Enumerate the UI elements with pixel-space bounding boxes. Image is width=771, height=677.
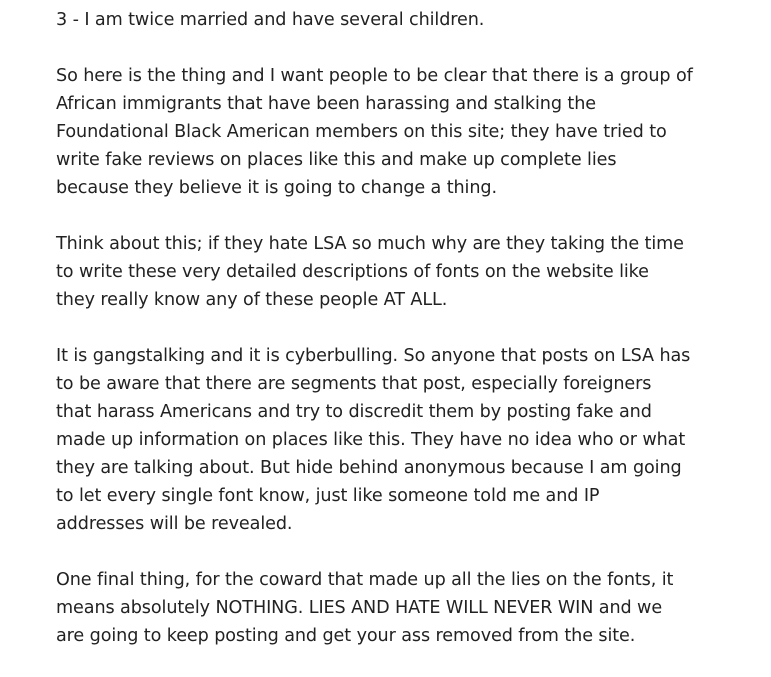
paragraph-gap <box>56 314 756 342</box>
document-body <box>56 6 756 650</box>
text-line: to be aware that there are segments that post, especially foreigners <box>56 374 652 394</box>
text-line: they really know any of these people AT ALL. <box>56 290 448 310</box>
paragraph-gap <box>56 202 756 230</box>
text-line: made up information on places like this. They have no idea who or what <box>56 430 686 450</box>
text-line: addresses will be revealed. <box>56 514 293 534</box>
paragraph-gangstalking <box>56 342 756 538</box>
paragraph-marriage-note <box>56 6 756 34</box>
paragraph-final-thing <box>56 566 756 650</box>
text-line: means absolutely NOTHING. LIES AND HATE WILL NEVER WIN and we <box>56 598 663 618</box>
text-line: African immigrants that have been harassing and stalking the <box>56 94 596 114</box>
text-line: that harass Americans and try to discredit them by posting fake and <box>56 402 652 422</box>
text-line: So here is the thing and I want people to be clear that there is a group of <box>56 66 693 86</box>
text-line: write fake reviews on places like this and make up complete lies <box>56 150 617 170</box>
text-line: are going to keep posting and get your ass removed from the site. <box>56 626 636 646</box>
text-line: because they believe it is going to change a thing. <box>56 178 497 198</box>
paragraph-gap <box>56 34 756 62</box>
text-line: 3 - I am twice married and have several children. <box>56 10 485 30</box>
text-line: One final thing, for the coward that made up all the lies on the fonts, it <box>56 570 674 590</box>
text-line: Think about this; if they hate LSA so much why are they taking the time <box>56 234 684 254</box>
text-line: to write these very detailed descriptions of fonts on the website like <box>56 262 649 282</box>
paragraph-think-about-this <box>56 230 756 314</box>
text-line: to let every single font know, just like someone told me and IP <box>56 486 600 506</box>
text-line: It is gangstalking and it is cyberbulling. So anyone that posts on LSA has <box>56 346 691 366</box>
paragraph-gap <box>56 538 756 566</box>
text-line: they are talking about. But hide behind anonymous because I am going <box>56 458 682 478</box>
text-line: Foundational Black American members on this site; they have tried to <box>56 122 667 142</box>
paragraph-harassment-claim <box>56 62 756 202</box>
